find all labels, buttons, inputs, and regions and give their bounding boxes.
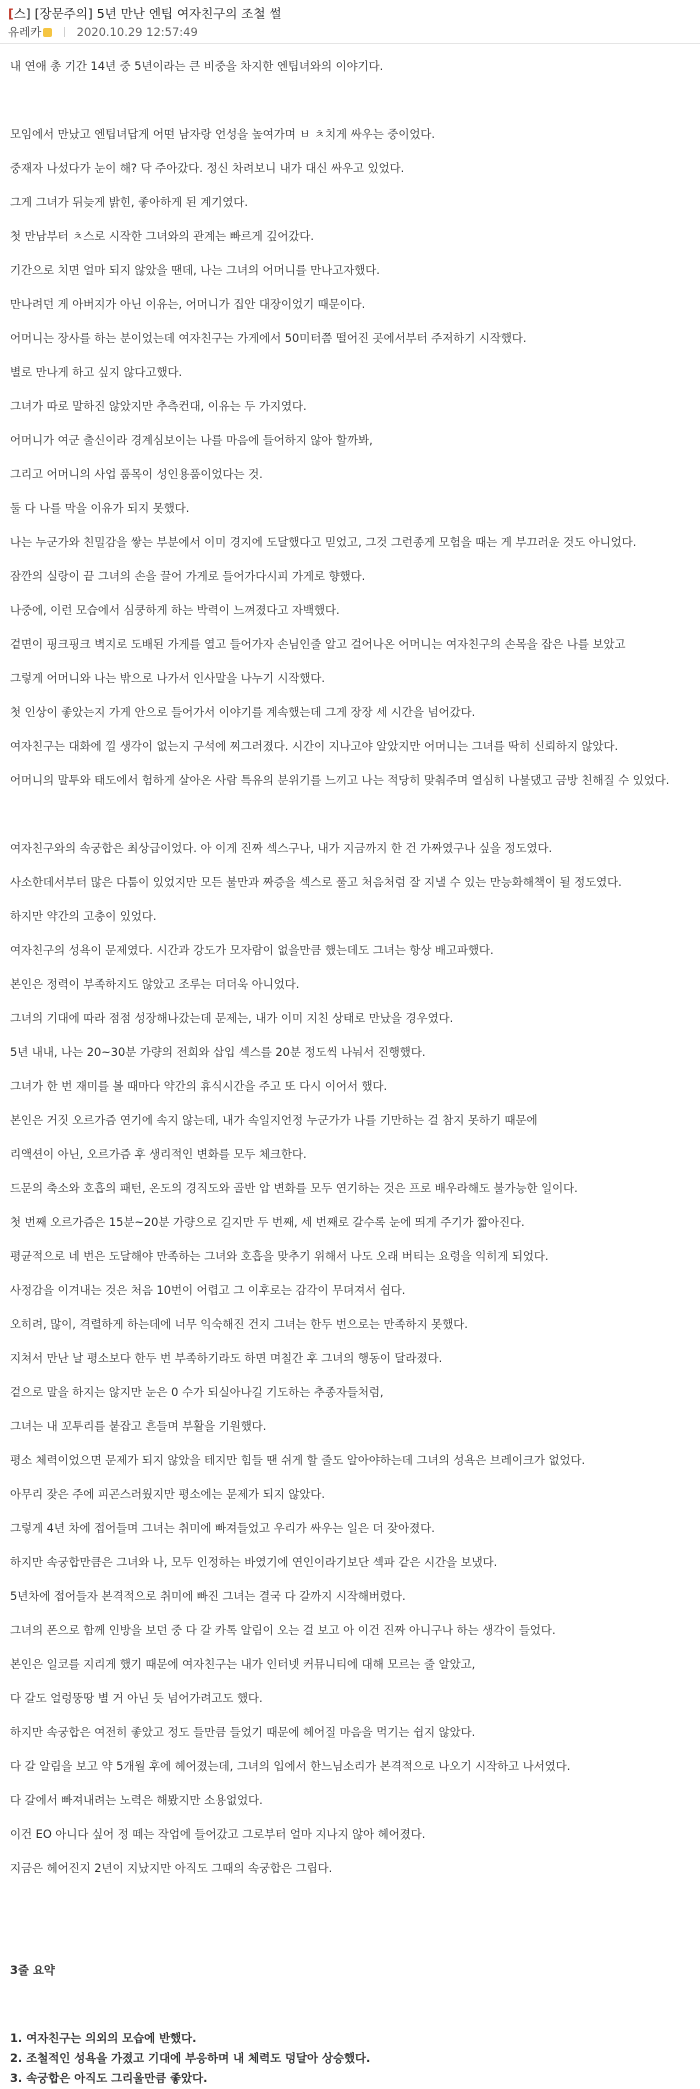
body-paragraph: 둘 다 나를 막을 이유가 되지 못했다. (10, 501, 190, 515)
body-paragraph: 그녀가 따로 말하진 않았지만 추측컨대, 이유는 두 가지였다. (10, 399, 307, 413)
body-paragraph: 그녀가 한 번 재미를 볼 때마다 약간의 휴식시간을 주고 또 다시 이어서 했다. (10, 1079, 388, 1093)
blank-line (10, 1893, 690, 1911)
body-paragraph: 그게 그녀가 뒤늦게 밝힌, 좋아하게 된 계기였다. (10, 195, 249, 209)
body-paragraph: 하지만 속궁합은 여전히 좋았고 정도 들만큼 들었기 때문에 헤어질 마음을 먹기는 쉽지 않았다. (10, 1725, 476, 1739)
body-paragraph: 이건 EO 아니다 싶어 정 떼는 작업에 들어갔고 그로부터 얼마 지나지 않아 헤어졌다. (10, 1827, 426, 1841)
body-paragraph: 하지만 속궁합만큼은 그녀와 나, 모두 인정하는 바였기에 연인이라기보단 섹파 같은 시간을 보냈다. (10, 1555, 498, 1569)
body-paragraph: 오히려, 많이, 격렬하게 하는데에 너무 익숙해진 건지 그녀는 한두 번으로는 만족하지 못했다. (10, 1317, 468, 1331)
author-name[interactable]: 유레카 (8, 25, 42, 39)
body-paragraph: 중재자 나섰다가 눈이 해? 닥 주아갔다. 정신 차려보니 내가 대신 싸우고 있었다. (10, 161, 405, 175)
body-paragraph: 여자친구와의 속궁합은 최상급이었다. 아 이게 진짜 섹스구나, 내가 지금까지 한 건 가짜였구나 싶을 정도였다. (10, 841, 553, 855)
body-paragraph: 그렇게 4년 차에 접어들며 그녀는 취미에 빠져들었고 우리가 싸우는 일은 더 잦아졌다. (10, 1521, 435, 1535)
blank-line (10, 1995, 690, 2013)
blank-line (10, 91, 690, 109)
post-title-bar (8, 4, 692, 22)
board-tag[interactable]: 스] (13, 6, 31, 21)
summary-item: 2. 조철적인 성욕을 가졌고 기대에 부응하며 내 체력도 덩달아 상승했다. (10, 2051, 371, 2065)
author-badge-icon (43, 28, 52, 37)
body-paragraph: 겉면이 핑크핑크 벽지로 도배된 가게를 열고 들어가자 손님인줄 알고 걸어나온 어머니는 여자친구의 손목을 잡은 나를 보았고 (10, 637, 626, 651)
body-paragraph: 하지만 약간의 고충이 있었다. (10, 909, 157, 923)
blank-line (10, 805, 690, 823)
body-paragraph: 겉으로 말을 하지는 않지만 눈은 0 수가 되실아나길 기도하는 추종자들처럼, (10, 1385, 384, 1399)
body-paragraph: 다 갈도 얼렁뚱땅 별 거 아닌 듯 넘어가려고도 했다. (10, 1691, 263, 1705)
post-meta (8, 24, 692, 40)
summary-item: 1. 여자친구는 의외의 모습에 반했다. (10, 2031, 197, 2045)
body-paragraph: 사정감을 이겨내는 것은 처음 10번이 어렵고 그 이후로는 감각이 무뎌져서 쉽다. (10, 1283, 406, 1297)
post-title: 5년 만난 엔팁 여자친구의 조철 썰 (96, 6, 282, 21)
body-paragraph: 그렇게 어머니와 나는 밖으로 나가서 인사말을 나누기 시작했다. (10, 671, 326, 685)
body-paragraph: 나중에, 이런 모습에서 심쿵하게 하는 박력이 느껴졌다고 자백했다. (10, 603, 340, 617)
body-paragraph: 어머니는 장사를 하는 분이었는데 여자친구는 가게에서 50미터쯤 떨어진 곳에서부터 주저하기 시작했다. (10, 331, 527, 345)
body-paragraph: 아무리 잦은 주에 피곤스러웠지만 평소에는 문제가 되지 않았다. (10, 1487, 326, 1501)
body-paragraph: 평균적으로 네 번은 도달해야 만족하는 그녀와 호흡을 맞추기 위해서 나도 오래 버티는 요령을 익히게 되었다. (10, 1249, 549, 1263)
blank-line (10, 1927, 690, 1945)
body-paragraph: 다 갈에서 빠져내려는 노력은 해봤지만 소용없었다. (10, 1793, 263, 1807)
body-paragraph: 그녀의 폰으로 함께 인방을 보던 중 다 갈 카톡 알림이 오는 걸 보고 아 이건 진짜 아니구나 하는 생각이 들었다. (10, 1623, 556, 1637)
body-paragraph: 나는 누군가와 친밀감을 쌓는 부분에서 이미 경지에 도달했다고 믿었고, 그것 그런종게 모험을 때는 게 부끄러운 것도 아니었다. (10, 535, 637, 549)
body-paragraph: 잠깐의 실랑이 끝 그녀의 손을 끌어 가게로 들어가다시피 가게로 향했다. (10, 569, 366, 583)
header-divider (0, 43, 700, 44)
body-paragraph: 어머니가 여군 출신이라 경계심보이는 나를 마음에 들어하지 않아 할까봐, (10, 433, 373, 447)
body-paragraph: 모임에서 만났고 엔팁녀답게 어떤 남자랑 언성을 높여가며 ㅂ ㅊ치게 싸우는 중이었다. (10, 127, 435, 141)
body-paragraph: 지금은 헤어진지 2년이 지났지만 아직도 그때의 속궁합은 그립다. (10, 1861, 333, 1875)
body-paragraph: 그녀의 기대에 따라 점점 성장해나갔는데 문제는, 내가 이미 지친 상태로 만났을 경우였다. (10, 1011, 454, 1025)
body-paragraph: 내 연애 총 기간 14년 중 5년이라는 큰 비중을 차지한 엔팁녀와의 이야기다. (10, 59, 384, 73)
body-paragraph: 드문의 축소와 호흡의 패턴, 온도의 경직도와 골반 압 변화를 모두 연기하는 것은 프로 배우라해도 불가능한 일이다. (10, 1181, 578, 1195)
body-paragraph: 여자친구는 대화에 낄 생각이 없는지 구석에 찌그러졌다. 시간이 지나고야 알았지만 어머니는 그녀를 딱히 신뢰하지 않았다. (10, 739, 619, 753)
body-paragraph: 지쳐서 만난 날 평소보다 한두 번 부족하기라도 하면 며칠간 후 그녀의 행동이 달라졌다. (10, 1351, 443, 1365)
summary-heading: 3줄 요약 (10, 1963, 55, 1977)
body-paragraph: 여자친구의 성욕이 문제였다. 시간과 강도가 모자람이 없을만큼 했는데도 그녀는 항상 배고파했다. (10, 943, 494, 957)
body-paragraph: 5년차에 접어들자 본격적으로 취미에 빠진 그녀는 결국 다 갈까지 시작해버렸다. (10, 1589, 406, 1603)
meta-divider (64, 27, 65, 37)
body-paragraph: 평소 체력이었으면 문제가 되지 않았을 테지만 힘들 땐 쉬게 할 줄도 알아야하는데 그녀의 성욕은 브레이크가 없었다. (10, 1453, 586, 1467)
body-paragraph: 만나려던 게 아버지가 아닌 이유는, 어머니가 집안 대장이었기 때문이다. (10, 297, 366, 311)
body-paragraph: 다 갈 알림을 보고 약 5개월 후에 헤어졌는데, 그녀의 입에서 한느님소리가 본격적으로 나오기 시작하고 나서였다. (10, 1759, 571, 1773)
board-tag-icon: [ (8, 6, 14, 21)
body-paragraph: 별로 만나게 하고 싶지 않다고했다. (10, 365, 183, 379)
body-paragraph: 첫 만남부터 ㅊ스로 시작한 그녀와의 관계는 빠르게 깊어갔다. (10, 229, 315, 243)
body-paragraph: 본인은 일코를 지리게 했기 때문에 여자친구는 내가 인터넷 커뮤니티에 대해 모르는 줄 알았고, (10, 1657, 476, 1671)
body-paragraph: 본인은 정력이 부족하지도 않았고 조루는 더더욱 아니었다. (10, 977, 300, 991)
body-paragraph: 본인은 거짓 오르가즘 연기에 속지 않는데, 내가 속일지언정 누군가가 나를 기만하는 걸 참지 못하기 때문에 (10, 1113, 538, 1127)
body-paragraph: 첫 인상이 좋았는지 가게 안으로 들어가서 이야기를 계속했는데 그게 장장 세 시간을 넘어갔다. (10, 705, 476, 719)
body-paragraph: 기간으로 치면 얼마 되지 않았을 땐데, 나는 그녀의 어머니를 만나고자했다. (10, 263, 380, 277)
post-date: 2020.10.29 12:57:49 (76, 25, 198, 39)
body-paragraph: 그녀는 내 꼬투리를 붙잡고 흔들며 부활을 기원했다. (10, 1419, 267, 1433)
post-category: [장문주의] (34, 6, 93, 21)
body-paragraph: 사소한데서부터 많은 다툼이 있었지만 모든 불만과 짜증을 섹스로 풀고 처음처럼 잘 지낼 수 있는 만능화해책이 될 정도였다. (10, 875, 622, 889)
body-paragraph: 그리고 어머니의 사업 품목이 성인용품이었다는 것. (10, 467, 263, 481)
summary-item: 3. 속궁합은 아직도 그리울만큼 좋았다. (10, 2071, 208, 2085)
body-paragraph: 5년 내내, 나는 20~30분 가량의 전희와 삽입 섹스를 20분 정도씩 나눠서 진행했다. (10, 1045, 426, 1059)
body-paragraph: 리액션이 아닌, 오르가즘 후 생리적인 변화를 모두 체크한다. (10, 1147, 307, 1161)
body-paragraph: 첫 번째 오르가즘은 15분~20분 가량으로 길지만 두 번째, 세 번째로 갈수록 눈에 띄게 주기가 짧아진다. (10, 1215, 525, 1229)
post-body (10, 57, 690, 2089)
body-paragraph: 어머니의 말투와 태도에서 험하게 살아온 사람 특유의 분위기를 느끼고 나는 적당히 맞춰주며 열심히 나불댔고 금방 친해질 수 있었다. (10, 773, 670, 787)
